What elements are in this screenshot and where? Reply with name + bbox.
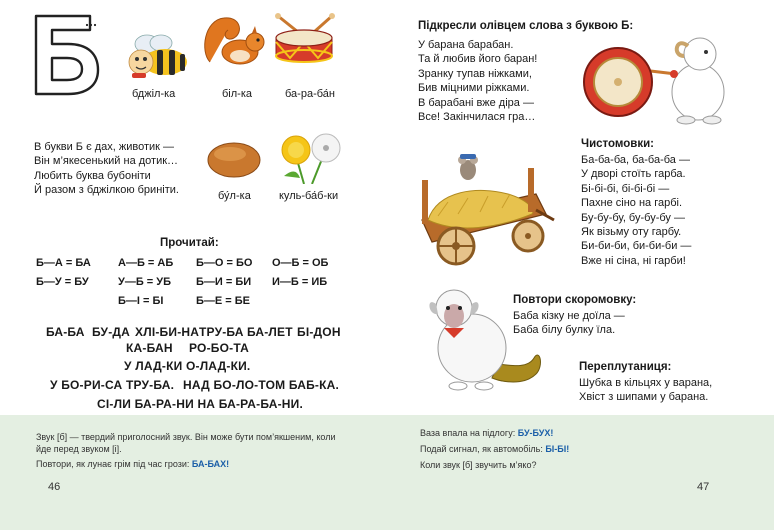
syllable-row2-3: Б—И = БИ	[196, 276, 252, 288]
poem-line: Як візьму оту гарбу.	[581, 226, 682, 239]
reading-word: КА-БАН	[126, 341, 173, 355]
left-note-1: Звук [б] — твердий приголосний звук. Він може бути пом’якшеним, коли	[36, 432, 336, 442]
syllable-row1-2: А—Б = АБ	[118, 257, 174, 269]
bee-illustration	[123, 32, 193, 80]
poem-line: Любить буква бубоніти	[34, 169, 151, 182]
note-answer: БУ-БУХ!	[517, 428, 554, 438]
poem-line: Шубка в кільцях у варана,	[579, 377, 713, 389]
reading-word: БУ-ДА	[92, 325, 131, 339]
chystomovky-heading: Чистомовки:	[581, 138, 655, 150]
syllable-row2-4: И—Б = ИБ	[272, 276, 328, 288]
big-letter-b	[30, 12, 102, 98]
bread-roll-illustration	[206, 138, 262, 180]
syllable-row1-4: О—Б = ОБ	[272, 257, 329, 269]
poem-line: Вже ні сіна, ні гарби!	[581, 254, 686, 267]
note-text: Ваза впала на підлогу:	[420, 428, 518, 438]
syllable-row3-1: Б—І = БІ	[118, 295, 164, 307]
reading-word: БІ-ДОН	[297, 325, 341, 339]
poem-line: Бу-бу-бу, бу-бу-бу —	[581, 211, 685, 224]
poem-line: В барабані вже діра —	[418, 96, 534, 109]
syllable-row1-1: Б—А = БА	[36, 257, 91, 269]
left-note-3	[36, 458, 229, 470]
reading-sentence: У БО-РИ-СА ТРУ-БА.	[50, 378, 175, 392]
reading-word: БА-ЛЕТ	[247, 325, 293, 339]
syllable-row2-1: Б—У = БУ	[36, 276, 89, 288]
reading-word: ТРУ-БА	[199, 325, 244, 339]
reading-sentence: НАД БО-ЛО-ТОМ БАБ-КА.	[183, 378, 340, 392]
poem-line: Зранку тупав ніжками,	[418, 67, 532, 80]
caption-squirrel: біл-ка	[222, 88, 252, 100]
poem-line: Все! Закінчилася гра…	[418, 111, 536, 124]
note-text: Подай сигнал, як автомобіль:	[420, 444, 546, 454]
poem-line: Би-би-би, би-би-би —	[581, 240, 692, 253]
pereplutanytsia-heading: Переплутаниця:	[579, 361, 672, 373]
skoromovka-heading: Повтори скоромовку:	[513, 294, 637, 306]
poem-line: Баба білу булку їла.	[513, 324, 616, 337]
reading-word: БА-БА	[46, 325, 85, 339]
chystomovky-text	[581, 153, 691, 268]
right-note-2	[420, 443, 569, 455]
reading-word: РО-БО-ТА	[189, 341, 249, 355]
caption-bee: бджіл-ка	[132, 88, 176, 100]
poem-line: У барана барабан.	[418, 39, 514, 51]
poem-line: У дворі стоїть гарба.	[581, 168, 686, 181]
pereplutanytsia-text	[579, 376, 712, 405]
reading-sentence: У ЛАД-КИ О-ЛАД-КИ.	[124, 359, 251, 373]
right-note-1	[420, 427, 553, 439]
hay-cart-illustration	[418, 150, 556, 268]
syllable-row2-2: У—Б = УБ	[118, 276, 172, 288]
note-answer: БІ-БІ!	[545, 444, 570, 454]
drum-illustration	[270, 12, 338, 70]
page-number-right: 47	[697, 481, 710, 493]
poem-line: Ба-ба-ба, ба-ба-ба —	[581, 154, 690, 166]
poem-line: Бі-бі-бі, бі-бі-бі —	[581, 182, 670, 195]
page-number-left: 46	[48, 481, 61, 493]
read-heading: Прочитай:	[160, 237, 219, 249]
caption-bread: бу́л-ка	[218, 190, 251, 202]
poem-line: Він м’якесенький на дотик…	[34, 155, 179, 168]
task-heading: Підкресли олівцем слова з буквою Б:	[418, 20, 634, 32]
dandelion-illustration	[276, 130, 346, 184]
ram-with-drum-illustration	[580, 26, 730, 126]
right-note-3: Коли звук [б] звучить м’яко?	[420, 460, 537, 470]
poem-line: Та й любив його баран!	[418, 53, 538, 66]
squirrel-illustration	[200, 12, 268, 70]
poem-line: Пахне сіно на гарбі.	[581, 197, 683, 210]
letter-b-poem	[34, 140, 179, 198]
poem-line: В букви Б є дах, животик —	[34, 141, 175, 153]
caption-drum: ба-ра-ба́н	[285, 88, 335, 100]
caption-dandelion: куль-ба́б-ки	[279, 190, 339, 202]
note-answer: БА-БАХ!	[191, 459, 230, 469]
note-text: Повтори, як лунає грім під час грози:	[36, 459, 192, 469]
poem-line: Й разом з бджілкою бриніти.	[34, 184, 179, 197]
poem-line: Баба кізку не доїла —	[513, 310, 625, 322]
syllable-row3-2: Б—Е = БЕ	[196, 295, 251, 307]
reading-sentence: СІ-ЛИ БА-РА-НИ НА БА-РА-БА-НИ.	[97, 397, 304, 411]
task-poem	[418, 38, 537, 124]
reading-word: ХЛІ-БИ-НА	[135, 325, 200, 339]
poem-line: Бив міцними ріжками.	[418, 82, 530, 95]
poem-line: Хвіст з шипами у барана.	[579, 391, 709, 404]
syllable-row1-3: Б—О = БО	[196, 257, 253, 269]
left-note-2: йде перед звуком [і].	[36, 444, 122, 454]
skoromovka-text	[513, 309, 625, 338]
